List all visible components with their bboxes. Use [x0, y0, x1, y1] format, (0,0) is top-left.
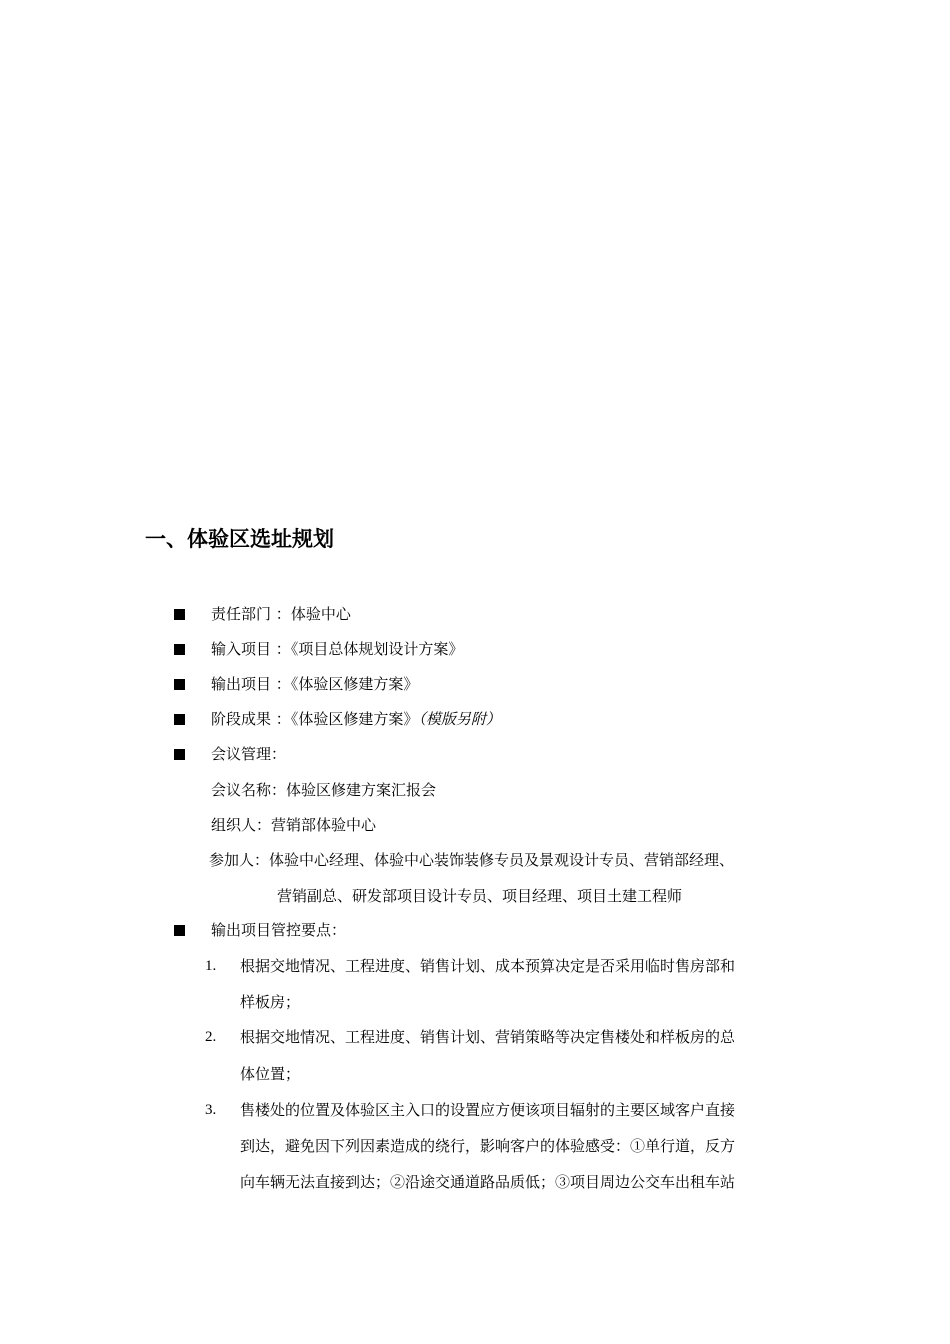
list-item-line: 到达，避免因下列因素造成的绕行，影响客户的体验感受：①单行道，反方: [240, 1137, 736, 1155]
input-item-sep: ：: [275, 640, 291, 658]
meeting-participants-line1: 参加人：体验中心经理、体验中心装饰装修专员及景观设计专员、营销部经理、: [209, 851, 735, 869]
stage-result-note: （模版另附）: [418, 710, 501, 728]
responsible-dept-value: 体验中心: [290, 605, 351, 623]
bullet-square-icon: [174, 749, 185, 760]
output-item-label: 输出项目: [211, 675, 272, 693]
meeting-name: 会议名称：体验区修建方案汇报会: [211, 781, 437, 799]
stage-result-line: [211, 709, 501, 729]
meeting-participants-line2: 营销副总、研发部项目设计专员、项目经理、项目土建工程师: [277, 887, 683, 905]
control-points-title: 输出项目管控要点：: [211, 921, 347, 939]
input-item-label: 输入项目: [211, 640, 272, 658]
output-item-line: [211, 674, 418, 694]
meeting-mgmt-label: 会议管理：: [211, 745, 287, 763]
list-item-line: 根据交地情况、工程进度、销售计划、营销策略等决定售楼处和样板房的总: [240, 1028, 736, 1046]
bullet-square-icon: [174, 679, 185, 690]
output-item-sep: ：: [275, 675, 291, 693]
bullet-square-icon: [174, 609, 185, 620]
list-item-line: 体位置；: [240, 1065, 301, 1083]
responsible-dept-line: [211, 604, 351, 624]
bullet-square-icon: [174, 714, 185, 725]
list-item-line: 售楼处的位置及体验区主入口的设置应方便该项目辐射的主要区域客户直接: [240, 1101, 736, 1119]
list-item-line: 样板房；: [240, 993, 301, 1011]
output-item-value: 《体验区修建方案》: [290, 675, 419, 693]
stage-result-value: 《体验区修建方案》: [290, 710, 419, 728]
bullet-square-icon: [174, 925, 185, 936]
list-item-number: 1.: [205, 958, 217, 974]
list-item-line: 根据交地情况、工程进度、销售计划、成本预算决定是否采用临时售房部和: [240, 957, 736, 975]
list-item-number: 3.: [205, 1102, 217, 1118]
stage-result-label: 阶段成果: [211, 710, 272, 728]
responsible-dept-sep: ：: [275, 605, 291, 623]
section-heading: 一、体验区选址规划: [145, 527, 334, 551]
input-item-line: [211, 639, 463, 659]
input-item-value: 《项目总体规划设计方案》: [290, 640, 464, 658]
stage-result-sep: ：: [275, 710, 291, 728]
meeting-organizer: 组织人：营销部体验中心: [211, 816, 377, 834]
responsible-dept-label: 责任部门: [211, 605, 272, 623]
list-item-number: 2.: [205, 1029, 217, 1045]
bullet-square-icon: [174, 644, 185, 655]
list-item-line: 向车辆无法直接到达；②沿途交通道路品质低；③项目周边公交车出租车站: [240, 1173, 736, 1191]
